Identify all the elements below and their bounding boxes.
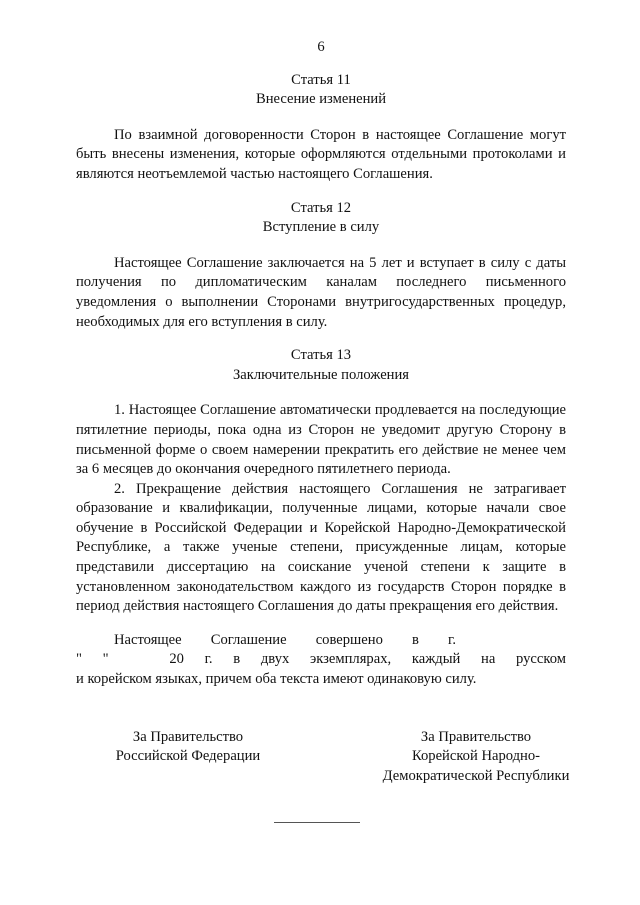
document-page [76,38,570,823]
execution-word: двух [260,651,290,668]
execution-word: " [102,651,109,668]
execution-clause [76,631,566,690]
execution-line: и корейском языках, причем оба текста имеют одинаковую силу. [76,671,477,688]
article-title: Внесение изменений [255,91,387,108]
execution-word: экземплярах, [309,651,392,668]
article-13 [76,346,566,617]
execution-word: каждый [411,651,461,668]
article-heading: Статья 13 [290,347,352,364]
article-title: Заключительные положения [232,366,410,383]
signature-block-dprk [356,728,596,787]
execution-word: Настоящее [114,631,182,648]
signature-block-russia [68,728,308,787]
signature-line: Демократической Республики [382,767,570,784]
execution-word: 20 [169,651,184,668]
page-number: 6 [317,39,325,55]
execution-word: г. [204,651,213,668]
article-heading: Статья 12 [290,199,352,216]
article-title: Вступление в силу [262,219,380,236]
execution-word: на [481,651,496,668]
execution-word: в [233,651,241,668]
article-paragraph: 1. Настоящее Соглашение автоматически продлевается на последующие пятилетние периоды, пока одна из Сторон не уведомит другую Сторону в письменной форме о своем намерении прекратить его действие не менее чем за 6 месяцев до окончания очередного пятилетнего периода. [76,402,566,478]
execution-word: совершено [315,631,383,648]
article-12 [76,199,566,333]
article-heading: Статья 11 [291,71,351,88]
signature-section [76,728,570,787]
signature-line: За Правительство [132,728,244,745]
execution-line [76,650,566,670]
execution-word: Соглашение [210,631,287,648]
execution-line [76,631,566,651]
article-paragraph: 2. Прекращение действия настоящего Соглашения не затрагивает образование и квалификации, полученные лицами, которые начали свое обучение в Российской Федерации и Корейской Народно-Демократической Республике, а также ученые степени, присужденные лицам, которые представили диссертацию на соискание ученой степени к защите в установленном законодательством каждого из государств Сторон порядке в период действия настоящего Соглашения до даты прекращения его действия. [76,480,566,615]
article-paragraph: По взаимной договоренности Сторон в настоящее Соглашение могут быть внесены изменения, которые оформляются отдельными протоколами и являются неотъемлемой частью настоящего Соглашения. [76,126,566,182]
execution-word: русском [516,651,566,668]
signature-line: Российской Федерации [115,748,261,765]
execution-word: в [411,631,419,648]
execution-word: " [76,651,82,668]
execution-word: г. [448,631,456,648]
article-11 [76,71,566,185]
end-divider [274,822,360,823]
article-paragraph: Настоящее Соглашение заключается на 5 лет и вступает в силу с даты получения по дипломатическим каналам последнего письменного уведомления о выполнении Сторонами внутригосударственных процедур, необходимых для его вступления в силу. [76,254,566,330]
signature-line: Корейской Народно- [411,748,541,765]
signature-line: За Правительство [420,728,532,745]
